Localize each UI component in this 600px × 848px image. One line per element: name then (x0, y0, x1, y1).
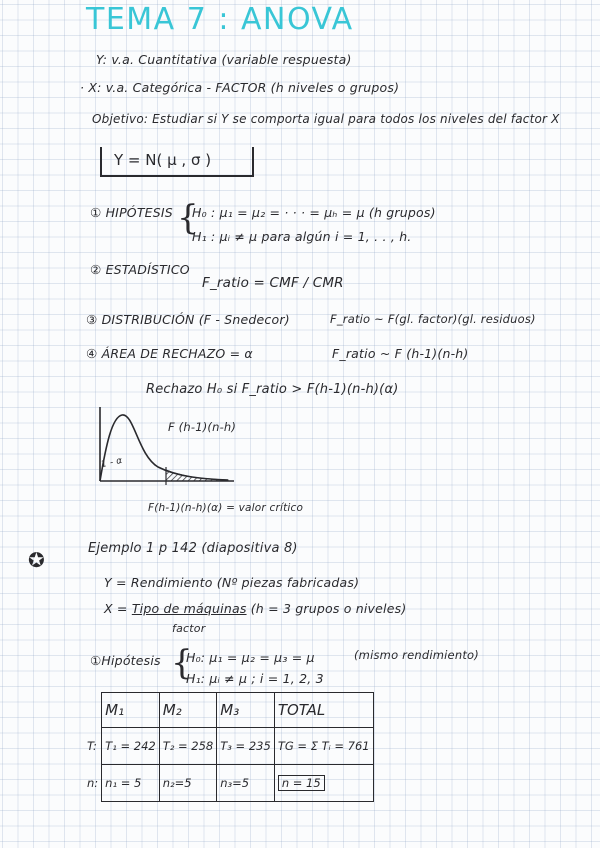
model-box (100, 147, 254, 177)
f-distribution-graph (88, 405, 238, 495)
table-cell: T₁ = 242 (102, 728, 160, 765)
table-cell: T₃ = 235 (217, 728, 275, 765)
step-h1: H₁ : μᵢ ≠ μ para algún i = 1, . . , h. (192, 229, 412, 244)
table-cell: TG = Σ Tᵢ = 761 (274, 728, 373, 765)
graph-curve-label: F (h-1)(n-h) (168, 420, 237, 434)
star-icon: ✪ (28, 548, 45, 572)
table-row-label: T: (84, 728, 102, 765)
table-header-row (84, 693, 373, 728)
model-formula: Y = N( μ , σ ) (114, 151, 212, 169)
example-h0: H₀: μ₁ = μ₂ = μ₃ = μ (186, 650, 315, 665)
example-factor-note: factor (172, 622, 206, 635)
reject-rule: Rechazo H₀ si F_ratio > F(h-1)(n-h)(α) (146, 382, 399, 397)
table-header-m1: M₁ (102, 693, 160, 728)
step-distribution-formula: F_ratio ~ F(gl. factor)(gl. residuos) (330, 312, 536, 326)
example-hyp-label: ①Hipótesis (90, 653, 161, 668)
step-statistic-label: ② ESTADÍSTICO (90, 262, 190, 277)
table-cell: n₃=5 (217, 765, 275, 802)
example-x-suffix: (h = 3 grupos o niveles) (250, 601, 407, 616)
table-cell: n₂=5 (159, 765, 217, 802)
step-region-formula: F_ratio ~ F (h-1)(n-h) (332, 346, 469, 361)
table-cell (274, 765, 373, 802)
data-table (84, 692, 374, 802)
total-n-box: n = 15 (278, 775, 325, 791)
page-title: TEMA 7 : ANOVA (86, 2, 354, 37)
table-cell: n₁ = 5 (102, 765, 160, 802)
objective-text: Objetivo: Estudiar si Y se comporta igual para todos los niveles del factor X (92, 112, 560, 126)
table-cell: T₂ = 258 (159, 728, 217, 765)
graph-critical-label: F(h-1)(n-h)(α) = valor crítico (148, 502, 304, 514)
table-corner (84, 693, 102, 728)
step-hypotheses-label: ① HIPÓTESIS (90, 205, 173, 220)
graph-rejection-area (166, 470, 228, 481)
example-h1: H₁: μᵢ ≠ μ ; i = 1, 2, 3 (186, 671, 324, 686)
table-header-m2: M₂ (159, 693, 217, 728)
table-row (84, 765, 373, 802)
example-heading: Ejemplo 1 p 142 (diapositiva 8) (88, 541, 298, 556)
step-h0: H₀ : μ₁ = μ₂ = · · · = μₕ = μ (h grupos) (192, 205, 436, 220)
table-row (84, 728, 373, 765)
definition-x: · X: v.a. Categórica - FACTOR (h niveles o grupos) (80, 80, 400, 95)
graph-area-label: 1 - α (100, 455, 124, 471)
example-y: Y = Rendimiento (Nº piezas fabricadas) (104, 575, 360, 590)
table-row-label: n: (84, 765, 102, 802)
example-x-factor: Tipo de máquinas (131, 601, 247, 616)
brace-icon-example: { (171, 643, 193, 683)
step-distribution-label: ③ DISTRIBUCIÓN (F - Snedecor) (86, 312, 290, 327)
definition-y: Y: v.a. Cuantitativa (variable respuesta) (96, 52, 352, 67)
example-x-prefix: X = (104, 601, 128, 616)
brace-icon: { (177, 198, 199, 238)
step-region-label: ④ ÁREA DE RECHAZO = α (86, 346, 253, 361)
example-x (104, 601, 406, 616)
table-header-m3: M₃ (217, 693, 275, 728)
example-h0-note: (mismo rendimiento) (354, 648, 479, 662)
step-statistic-formula: F_ratio = CMF / CMR (202, 275, 344, 291)
table-header-total: TOTAL (274, 693, 373, 728)
